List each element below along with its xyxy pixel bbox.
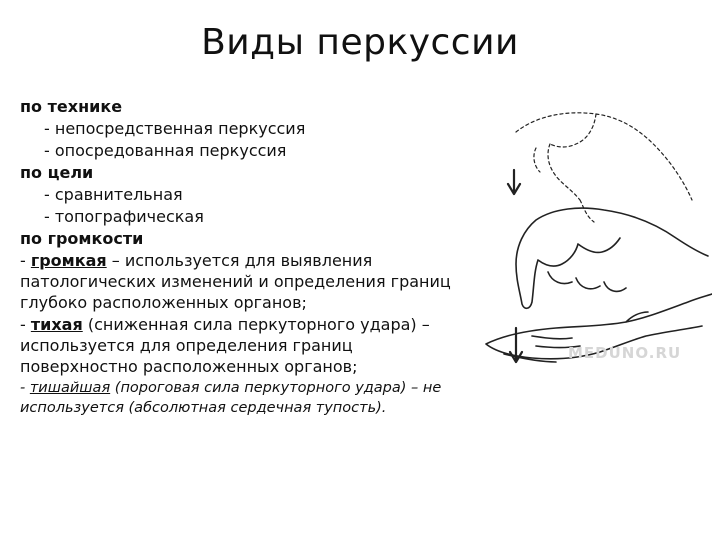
loud-description: – используется для выявления патологических изменений и определения границ глубоко расположенных органов; — [20, 251, 451, 312]
quiet-description: (сниженная сила перкуторного удара) – используется для определения границ поверхностно расположенных органов; — [20, 315, 430, 376]
list-item: - непосредственная перкуссия — [44, 119, 306, 138]
watermark-text: MEDUNO.RU — [568, 344, 682, 362]
quiet-percussion-paragraph — [20, 314, 472, 377]
group-heading-purpose: по цели — [20, 163, 94, 182]
loud-percussion-paragraph — [20, 250, 472, 313]
percussion-hands-illustration — [476, 96, 712, 406]
quiet-term: тихая — [30, 315, 83, 334]
loud-prefix: - — [20, 251, 31, 270]
group-heading-technique: по технике — [20, 97, 123, 116]
quietest-description: (пороговая сила перкуторного удара) – не используется (абсолютная сердечная тупость). — [20, 380, 442, 416]
page-title: Виды перкуссии — [201, 22, 519, 63]
content-text — [20, 96, 472, 418]
quietest-percussion-paragraph — [20, 378, 472, 418]
list-item: - сравнительная — [44, 185, 183, 204]
quietest-term: тишайшая — [29, 380, 111, 396]
hands-drawing — [476, 96, 712, 406]
striking-hand-outline — [516, 208, 708, 308]
group-heading-volume: по громкости — [20, 229, 144, 248]
list-item: - топографическая — [44, 207, 204, 226]
raised-hand-outline — [516, 113, 692, 222]
quietest-prefix: - — [20, 380, 30, 396]
quiet-prefix: - — [20, 315, 31, 334]
loud-term: громкая — [30, 251, 107, 270]
arrow-down-icon — [508, 170, 520, 194]
list-item: - опосредованная перкуссия — [44, 141, 287, 160]
